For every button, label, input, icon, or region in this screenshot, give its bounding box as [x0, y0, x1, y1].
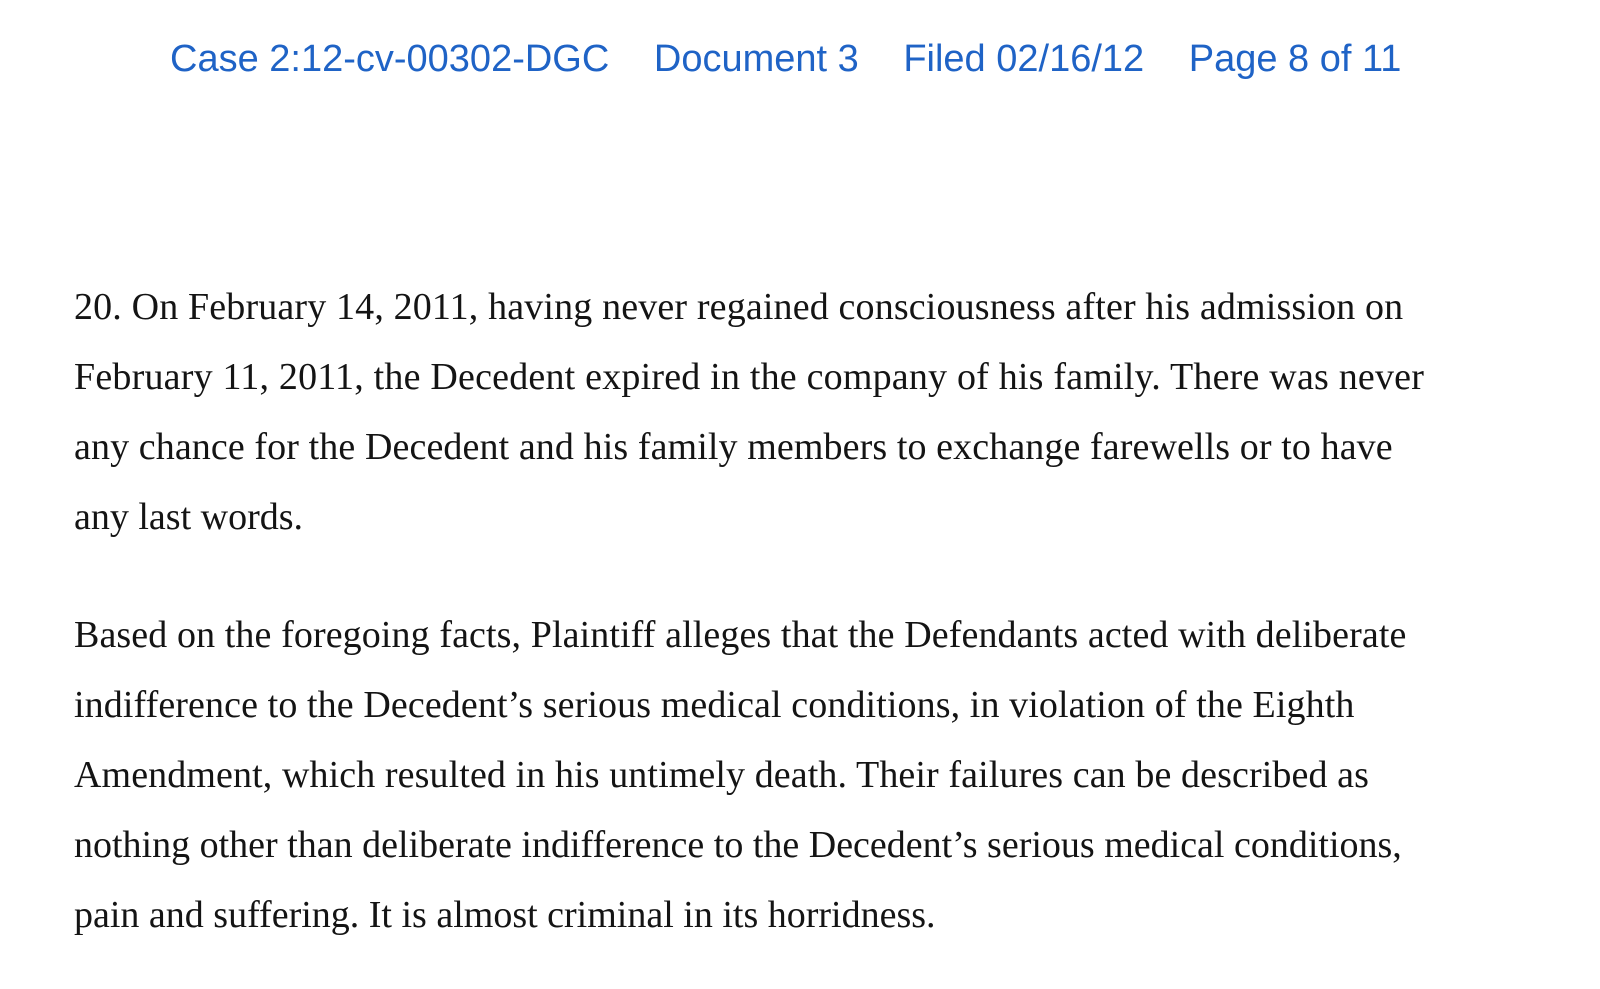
paragraph-line: February 11, 2011, the Decedent expired in the company of his family. There was never: [74, 356, 1425, 398]
paragraph-20: [74, 272, 1554, 552]
page-indicator: Page 8 of 11: [1188, 38, 1402, 80]
paragraph-line: nothing other than deliberate indifference to the Decedent’s serious medical conditions,: [74, 824, 1402, 866]
document-number: Document 3: [653, 38, 859, 80]
paragraph-line: any chance for the Decedent and his family members to exchange farewells or to have: [74, 426, 1393, 468]
paragraph-line: indifference to the Decedent’s serious medical conditions, in violation of the Eighth: [74, 684, 1355, 726]
paragraph-line: Based on the foregoing facts, Plaintiff alleges that the Defendants acted with deliberate: [74, 614, 1407, 656]
paragraph-line: pain and suffering. It is almost criminal in its horridness.: [74, 894, 936, 936]
document-body: [74, 272, 1554, 950]
filed-date: Filed 02/16/12: [903, 38, 1145, 80]
paragraph-line: Amendment, which resulted in his untimely death. Their failures can be described as: [74, 754, 1369, 796]
paragraph-gap: [74, 552, 1554, 600]
case-number: Case 2:12-cv-00302-DGC: [170, 38, 610, 80]
case-header: [170, 38, 1401, 81]
paragraph-line: any last words.: [74, 496, 304, 538]
paragraph-line: 20. On February 14, 2011, having never regained consciousness after his admission on: [74, 286, 1404, 328]
paragraph-conclusion: [74, 600, 1554, 950]
